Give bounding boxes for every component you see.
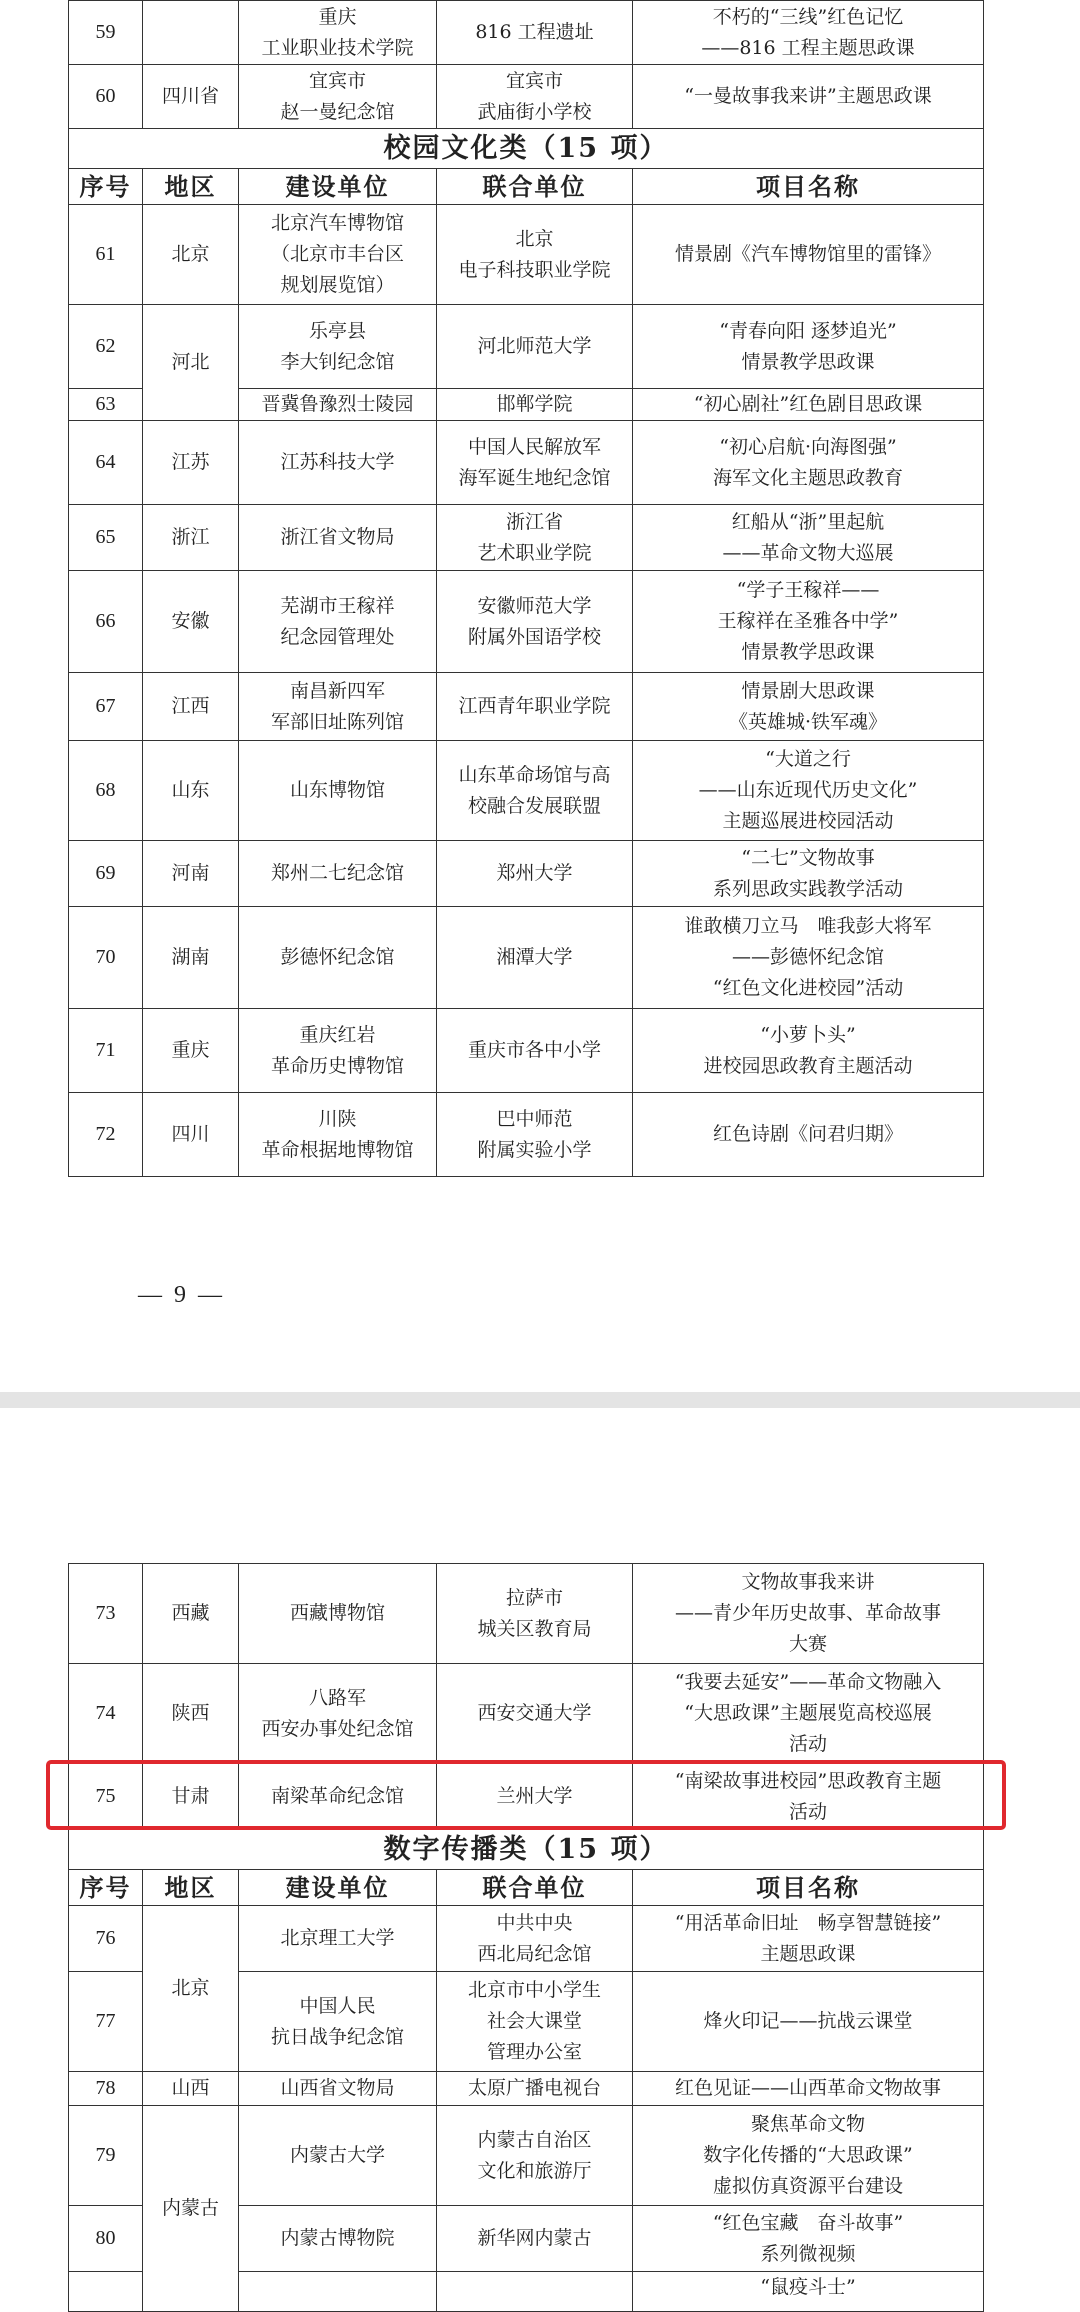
document-page-lower: [0, 1408, 1080, 2303]
table-row: [69, 1093, 984, 1177]
partner-cell: 中国人民解放军 海军诞生地纪念馆: [437, 421, 633, 505]
region-cell: 北京: [143, 205, 239, 305]
table-row: [69, 841, 984, 907]
region-cell: 重庆: [143, 1009, 239, 1093]
partner-cell: 中共中央 西北局纪念馆: [437, 1906, 633, 1972]
project-cell: 情景剧大思政课 《英雄城·铁军魂》: [633, 673, 984, 741]
table-row: [69, 673, 984, 741]
project-cell: 红色诗剧《问君归期》: [633, 1093, 984, 1177]
table-row: [69, 1664, 984, 1764]
section-heading-row: [69, 1830, 984, 1870]
partner-cell: 邯郸学院: [437, 389, 633, 421]
region-cell: 江苏: [143, 421, 239, 505]
table-row: [69, 1564, 984, 1664]
seq-cell: 62: [69, 305, 143, 389]
header-partner: 联合单位: [437, 1870, 633, 1906]
table-row: [69, 505, 984, 571]
region-cell: 安徽: [143, 571, 239, 673]
header-project: 项目名称: [633, 169, 984, 205]
partner-cell: 湘潭大学: [437, 907, 633, 1009]
builder-cell: 山西省文物局: [239, 2072, 437, 2106]
partner-cell: 北京市中小学生 社会大课堂 管理办公室: [437, 1972, 633, 2072]
builder-cell: 郑州二七纪念馆: [239, 841, 437, 907]
header-builder: 建设单位: [239, 169, 437, 205]
table-row: [69, 571, 984, 673]
table-row: [69, 205, 984, 305]
builder-cell: 重庆红岩 革命历史博物馆: [239, 1009, 437, 1093]
table-row: [69, 907, 984, 1009]
seq-cell: 76: [69, 1906, 143, 1972]
partner-cell: 巴中师范 附属实验小学: [437, 1093, 633, 1177]
project-cell: “学子王稼祥—— 王稼祥在圣雅各中学” 情景教学思政课: [633, 571, 984, 673]
table-row: [69, 1009, 984, 1093]
region-cell: 河北: [143, 305, 239, 421]
seq-cell: 77: [69, 1972, 143, 2072]
partner-cell: 江西青年职业学院: [437, 673, 633, 741]
header-partner: 联合单位: [437, 169, 633, 205]
seq-cell: 68: [69, 741, 143, 841]
seq-cell: 63: [69, 389, 143, 421]
project-cell: “初心剧社”红色剧目思政课: [633, 389, 984, 421]
builder-cell: [239, 2272, 437, 2312]
table-row: [69, 2072, 984, 2106]
section-title-digital: 数字传播类（15 项）: [69, 1830, 984, 1870]
builder-cell: 八路军 西安办事处纪念馆: [239, 1664, 437, 1764]
builder-cell: 北京理工大学: [239, 1906, 437, 1972]
table-row: [69, 2106, 984, 2206]
builder-cell: 浙江省文物局: [239, 505, 437, 571]
partner-cell: 西安交通大学: [437, 1664, 633, 1764]
project-cell: “南梁故事进校园”思政教育主题 活动: [633, 1764, 984, 1830]
builder-cell: 宜宾市 赵一曼纪念馆: [239, 65, 437, 129]
partner-cell: 重庆市各中小学: [437, 1009, 633, 1093]
region-cell: 内蒙古: [143, 2106, 239, 2312]
builder-cell: 彭德怀纪念馆: [239, 907, 437, 1009]
table-row: [69, 305, 984, 389]
seq-cell: 66: [69, 571, 143, 673]
seq-cell: 69: [69, 841, 143, 907]
partner-cell: 太原广播电视台: [437, 2072, 633, 2106]
row-75-highlight-box: [46, 1760, 1006, 1830]
seq-cell: 75: [69, 1764, 143, 1830]
header-row: [69, 169, 984, 205]
region-cell: 四川: [143, 1093, 239, 1177]
header-builder: 建设单位: [239, 1870, 437, 1906]
region-cell: 陕西: [143, 1664, 239, 1764]
project-cell: “小萝卜头” 进校园思政教育主题活动: [633, 1009, 984, 1093]
seq-cell: 59: [69, 1, 143, 65]
page-separator: [0, 1392, 1080, 1408]
partner-cell: 北京 电子科技职业学院: [437, 205, 633, 305]
project-cell: “青春向阳 逐梦追光” 情景教学思政课: [633, 305, 984, 389]
seq-cell: 67: [69, 673, 143, 741]
header-seq: 序号: [69, 1870, 143, 1906]
region-cell: 四川省: [143, 65, 239, 129]
partner-cell: 816 工程遗址: [437, 1, 633, 65]
project-cell: 谁敢横刀立马 唯我彭大将军 ——彭德怀纪念馆 “红色文化进校园”活动: [633, 907, 984, 1009]
builder-cell: 重庆 工业职业技术学院: [239, 1, 437, 65]
project-cell: “用活革命旧址 畅享智慧链接” 主题思政课: [633, 1906, 984, 1972]
table-row: [69, 1906, 984, 1972]
builder-cell: 川陕 革命根据地博物馆: [239, 1093, 437, 1177]
region-cell: 甘肃: [143, 1764, 239, 1830]
seq-cell: 71: [69, 1009, 143, 1093]
partner-cell: 河北师范大学: [437, 305, 633, 389]
partner-cell: 拉萨市 城关区教育局: [437, 1564, 633, 1664]
region-cell: 河南: [143, 841, 239, 907]
table-row: [69, 421, 984, 505]
partner-cell: 安徽师范大学 附属外国语学校: [437, 571, 633, 673]
builder-cell: 芜湖市王稼祥 纪念园管理处: [239, 571, 437, 673]
project-cell: “红色宝藏 奋斗故事” 系列微视频: [633, 2206, 984, 2272]
region-cell: 湖南: [143, 907, 239, 1009]
seq-cell: 73: [69, 1564, 143, 1664]
project-cell: “鼠疫斗士”: [633, 2272, 984, 2312]
partner-cell: 内蒙古自治区 文化和旅游厅: [437, 2106, 633, 2206]
project-cell: 红色见证——山西革命文物故事: [633, 2072, 984, 2106]
builder-cell: 晋冀鲁豫烈士陵园: [239, 389, 437, 421]
seq-cell: 70: [69, 907, 143, 1009]
project-cell: “大道之行 ——山东近现代历史文化” 主题巡展进校园活动: [633, 741, 984, 841]
seq-cell: 74: [69, 1664, 143, 1764]
region-cell: 浙江: [143, 505, 239, 571]
seq-cell: 60: [69, 65, 143, 129]
builder-cell: 南梁革命纪念馆: [239, 1764, 437, 1830]
builder-cell: 中国人民 抗日战争纪念馆: [239, 1972, 437, 2072]
header-row: [69, 1870, 984, 1906]
section-title-campus: 校园文化类（15 项）: [69, 129, 984, 169]
seq-cell: 61: [69, 205, 143, 305]
builder-cell: 江苏科技大学: [239, 421, 437, 505]
table-row: [69, 1, 984, 65]
project-cell: 文物故事我来讲 ——青少年历史故事、革命故事 大赛: [633, 1564, 984, 1664]
seq-cell: 80: [69, 2206, 143, 2272]
header-region: 地区: [143, 169, 239, 205]
seq-cell: 78: [69, 2072, 143, 2106]
table-row: [69, 65, 984, 129]
section-heading-row: [69, 129, 984, 169]
partner-cell: [437, 2272, 633, 2312]
builder-cell: 南昌新四军 军部旧址陈列馆: [239, 673, 437, 741]
seq-cell: [69, 2272, 143, 2312]
header-seq: 序号: [69, 169, 143, 205]
project-table-lower: [68, 1563, 984, 2312]
region-cell: 北京: [143, 1906, 239, 2072]
project-cell: 烽火印记——抗战云课堂: [633, 1972, 984, 2072]
project-cell: “我要去延安”——革命文物融入 “大思政课”主题展览高校巡展 活动: [633, 1664, 984, 1764]
builder-cell: 乐亭县 李大钊纪念馆: [239, 305, 437, 389]
project-cell: 情景剧《汽车博物馆里的雷锋》: [633, 205, 984, 305]
builder-cell: 北京汽车博物馆 （北京市丰台区 规划展览馆）: [239, 205, 437, 305]
project-cell: 不朽的“三线”红色记忆 ——816 工程主题思政课: [633, 1, 984, 65]
table-row: [69, 741, 984, 841]
region-cell: [143, 1, 239, 65]
partner-cell: 兰州大学: [437, 1764, 633, 1830]
project-cell: 红船从“浙”里起航 ——革命文物大巡展: [633, 505, 984, 571]
partner-cell: 郑州大学: [437, 841, 633, 907]
header-region: 地区: [143, 1870, 239, 1906]
builder-cell: 山东博物馆: [239, 741, 437, 841]
partner-cell: 新华网内蒙古: [437, 2206, 633, 2272]
builder-cell: 内蒙古大学: [239, 2106, 437, 2206]
seq-cell: 65: [69, 505, 143, 571]
region-cell: 山东: [143, 741, 239, 841]
project-cell: “一曼故事我来讲”主题思政课: [633, 65, 984, 129]
project-cell: 聚焦革命文物 数字化传播的“大思政课” 虚拟仿真资源平台建设: [633, 2106, 984, 2206]
project-cell: “初心启航·向海图强” 海军文化主题思政教育: [633, 421, 984, 505]
region-cell: 江西: [143, 673, 239, 741]
builder-cell: 内蒙古博物院: [239, 2206, 437, 2272]
region-cell: 西藏: [143, 1564, 239, 1664]
project-cell: “二七”文物故事 系列思政实践教学活动: [633, 841, 984, 907]
seq-cell: 64: [69, 421, 143, 505]
header-project: 项目名称: [633, 1870, 984, 1906]
seq-cell: 72: [69, 1093, 143, 1177]
region-cell: 山西: [143, 2072, 239, 2106]
project-table-upper: [68, 0, 984, 1177]
builder-cell: 西藏博物馆: [239, 1564, 437, 1664]
partner-cell: 宜宾市 武庙街小学校: [437, 65, 633, 129]
page-number: — 9 —: [138, 1282, 225, 1308]
seq-cell: 79: [69, 2106, 143, 2206]
partner-cell: 山东革命场馆与高 校融合发展联盟: [437, 741, 633, 841]
partner-cell: 浙江省 艺术职业学院: [437, 505, 633, 571]
